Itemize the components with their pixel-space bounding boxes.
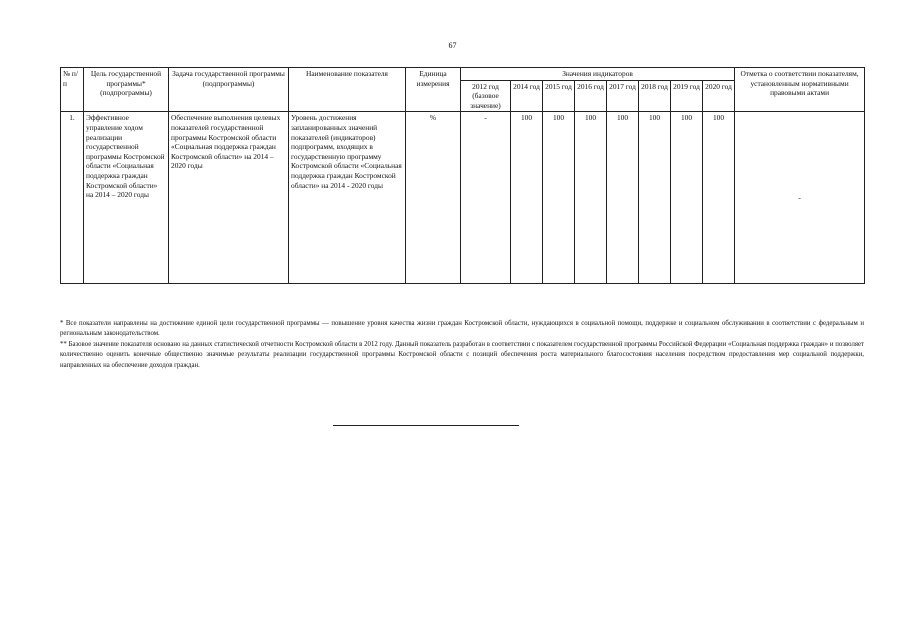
- header-goal: Цель государственной программы* (подпрограммы): [84, 68, 169, 112]
- header-year: 2014 год: [511, 80, 543, 112]
- header-year: 2015 год: [543, 80, 575, 112]
- row-value: 100: [511, 112, 543, 284]
- footnotes: [60, 319, 864, 371]
- header-num: № п/п: [61, 68, 84, 112]
- row-value: 100: [575, 112, 607, 284]
- header-year: 2020 год: [703, 80, 735, 112]
- row-value: 100: [671, 112, 703, 284]
- header-year: 2019 год: [671, 80, 703, 112]
- table-row: [61, 112, 865, 284]
- header-base-year: 2012 год (базовое значение): [461, 80, 511, 112]
- header-year: 2018 год: [639, 80, 671, 112]
- row-value: 100: [639, 112, 671, 284]
- header-compliance: Отметка о соответствии показателям, установленным нормативными правовыми актами: [735, 68, 865, 112]
- row-value: 100: [703, 112, 735, 284]
- header-indicator: Наименование показателя: [289, 68, 406, 112]
- indicators-table: [60, 67, 865, 284]
- row-indicator: Уровень достижения запланированных значений показателей (индикаторов) подпрограмм, входящих в государственную программу Костромской области «Социальная поддержка граждан Костромской области» на 2014 - 2020 годы: [289, 112, 406, 284]
- header-row-1: [61, 68, 865, 81]
- header-year: 2017 год: [607, 80, 639, 112]
- footnote-goal: * Все показатели направлены на достижение единой цели государственной программы — повышение уровня качества жизни граждан Костромской области, нуждающихся в социальной помощи, поддержке и социальном обслуживании в соответствии с федеральным и региональным законодательством.: [60, 320, 864, 338]
- row-num: 1.: [61, 112, 84, 284]
- header-unit: Единица измерения: [406, 68, 461, 112]
- row-value: 100: [607, 112, 639, 284]
- page-number: 67: [448, 41, 457, 50]
- closing-line: [333, 425, 519, 426]
- row-value: 100: [543, 112, 575, 284]
- header-year: 2016 год: [575, 80, 607, 112]
- header-values-group: Значения индикаторов: [461, 68, 735, 81]
- row-goal: Эффективное управление ходом реализации государственной программы Костромской области «Социальная поддержка граждан Костромской области» на 2014 – 2020 годы: [84, 112, 169, 284]
- header-task: Задача государственной программы (подпрограммы): [169, 68, 289, 112]
- row-base-value: -: [461, 112, 511, 284]
- row-unit: %: [406, 112, 461, 284]
- row-compliance: -: [735, 112, 865, 284]
- row-task: Обеспечение выполнения целевых показателей государственной программы Костромской области «Социальная поддержка граждан Костромской области» на 2014 – 2020 годы: [169, 112, 289, 284]
- footnote-base-value: ** Базовое значение показателя основано на данных статистической отчетности Костромской области в 2012 году. Данный показатель разработан в соответствии с показателем государственной программы Российской Федерации «Социальная поддержка граждан» и позволяет количественно оценить конечные общественно значимые результаты реализации государственной программы Костромской области с позиций обеспечения роста материального благосостояния населения посредством предоставления мер социальной поддержки, направленных на обеспечение доходов граждан.: [60, 340, 864, 369]
